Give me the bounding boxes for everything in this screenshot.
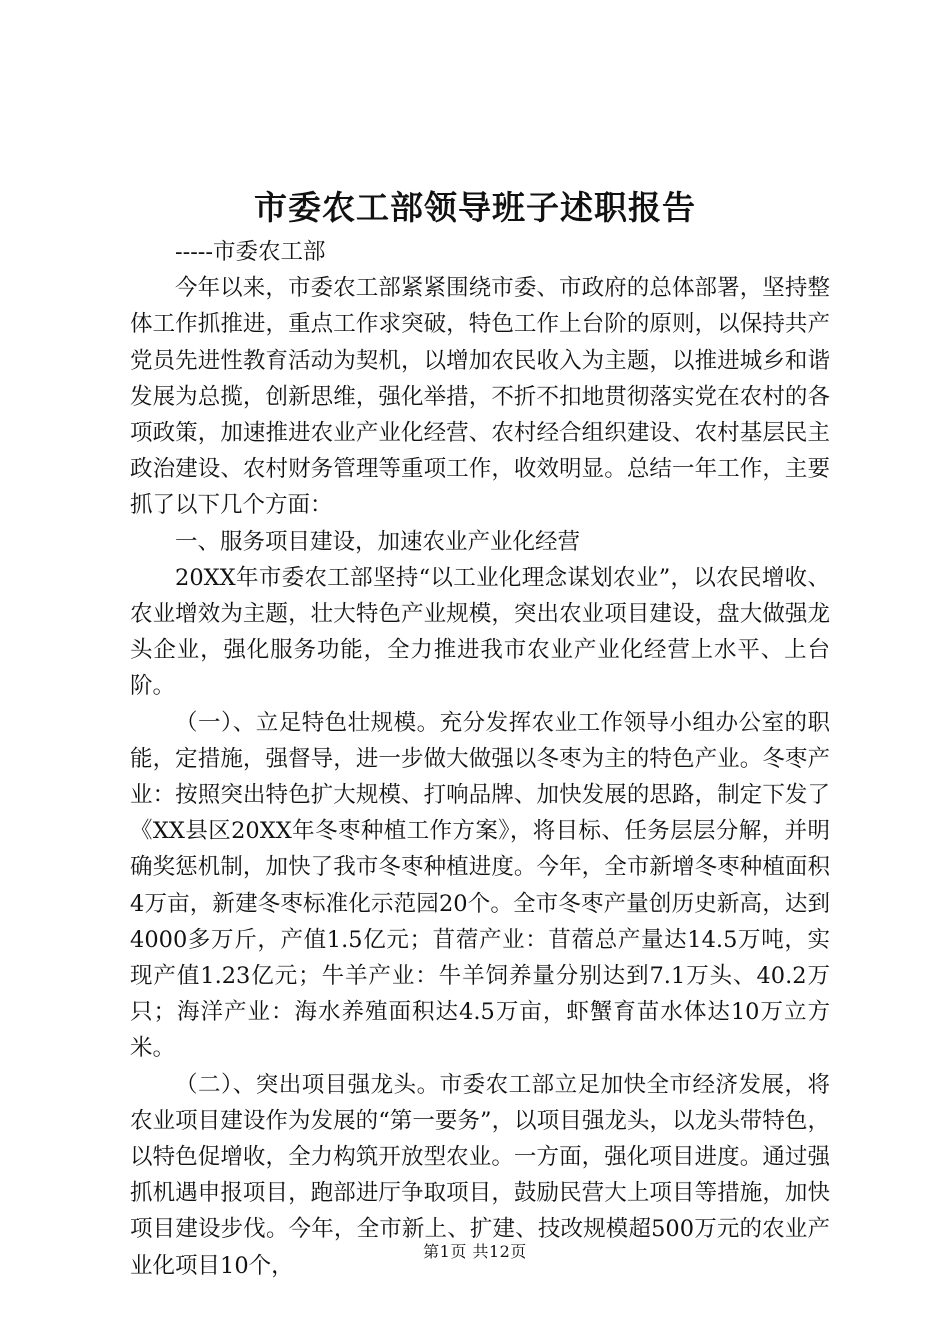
- author-line: -----市委农工部: [175, 239, 326, 265]
- paragraph-section-1: 20XX年市委农工部坚持“以工业化理念谋划农业”，以农民增收、农业增效为主题，壮大特色产业规模，突出农业项目建设，盘大做强龙头企业，强化服务功能，全力推进我市农业产业化经营上水平、上台阶。: [130, 564, 830, 700]
- paragraph-subsection-2: （二）、突出项目强龙头。市委农工部立足加快全市经济发展，将农业项目建设作为发展的“第一要务”，以项目强龙头，以龙头带特色，以特色促增收，全力构筑开放型农业。一方面，强化项目进度。通过强抓机遇申报项目，跑部进厅争取项目，鼓励民营大上项目等措施，加快项目建设步伐。今年，全市新上、扩建、技改规模超500万元的农业产业化项目10个，: [130, 1071, 830, 1279]
- page-footer: 第1页 共12页: [423, 1242, 527, 1261]
- paragraph-subsection-1: （一）、立足特色壮规模。充分发挥农业工作领导小组办公室的职能，定措施，强督导，进一步做大做强以冬枣为主的特色产业。冬枣产业：按照突出特色扩大规模、打响品牌、加快发展的思路，制定下发了《XX县区20XX年冬枣种植工作方案》，将目标、任务层层分解，并明确奖惩机制，加快了我市冬枣种植进度。今年，全市新增冬枣种植面积4万亩，新建冬枣标准化示范园20个。全市冬枣产量创历史新高，达到4000多万斤，产值1.5亿元；苜蓿产业：苜蓿总产量达14.5万吨，实现产值1.23亿元；牛羊产业：牛羊饲养量分别达到7.1万头、40.2万只；海洋产业：海水养殖面积达4.5万亩，虾蟹育苗水体达10万立方米。: [130, 709, 830, 1062]
- section-heading-1: 一、服务项目建设，加速农业产业化经营: [175, 528, 581, 555]
- document-title: 市委农工部领导班子述职报告: [254, 188, 696, 227]
- document-body: [130, 234, 830, 1284]
- paragraph-intro: 今年以来，市委农工部紧紧围绕市委、市政府的总体部署，坚持整体工作抓推进，重点工作求突破，特色工作上台阶的原则，以保持共产党员先进性教育活动为契机，以增加农民收入为主题，以推进城乡和谐发展为总揽，创新思维，强化举措，不折不扣地贯彻落实党在农村的各项政策，加速推进农业产业化经营、农村经合组织建设、农村基层民主政治建设、农村财务管理等重项工作，收效明显。总结一年工作，主要抓了以下几个方面：: [130, 275, 830, 519]
